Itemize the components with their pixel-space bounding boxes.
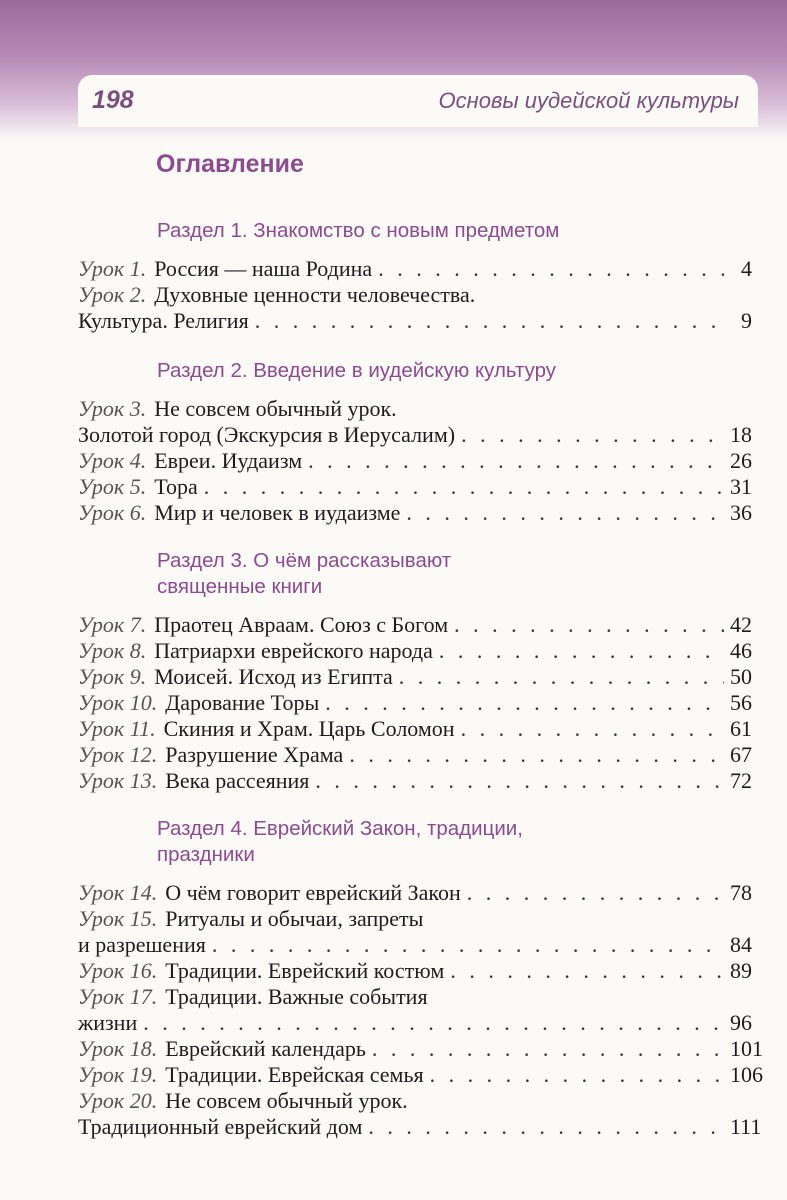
dot-leader: [143, 1010, 724, 1036]
lesson-label: Урок 8.: [78, 638, 147, 663]
page-ref: 31: [730, 474, 752, 499]
dot-leader: [212, 932, 724, 958]
lesson-title: Дарование Торы: [165, 690, 320, 715]
lesson-title: Традиции. Еврейская семья: [165, 1062, 424, 1087]
lesson-label: Урок 17.: [78, 984, 158, 1009]
section-heading-line: священные книги: [157, 575, 323, 598]
lesson-label: Урок 15.: [78, 906, 158, 931]
toc-entry-lesson-9: [78, 664, 752, 690]
toc-entry-lesson-12: [78, 742, 752, 768]
lesson-title: Не совсем обычный урок.: [165, 1088, 408, 1113]
toc-entry-lesson-8: [78, 638, 752, 664]
toc-entry-lesson-18: [78, 1036, 763, 1062]
page-ref: 67: [730, 742, 752, 767]
page-ref: 72: [730, 768, 752, 793]
toc-entry-lesson-3: [78, 396, 752, 422]
lesson-label: Урок 4.: [78, 448, 147, 473]
page-ref: 50: [730, 664, 752, 689]
lesson-label: Урок 18.: [78, 1036, 158, 1061]
dot-leader: [406, 500, 724, 526]
running-title: Основы иудейской культуры: [438, 88, 739, 113]
toc-entry-continuation: [78, 932, 752, 958]
section-heading-text: Раздел 2. Введение в иудейскую культуру: [157, 359, 557, 382]
dot-leader: [399, 664, 724, 690]
lesson-label: Урок 5.: [78, 474, 147, 499]
dot-leader: [349, 742, 724, 768]
dot-leader: [372, 1036, 724, 1062]
lesson-title: Традиционный еврейский дом: [78, 1114, 363, 1139]
page-ref: 106: [730, 1062, 763, 1087]
lesson-title: Моисей. Исход из Египта: [154, 664, 393, 689]
page-ref: 26: [730, 448, 752, 473]
toc-entry-lesson-2: [78, 282, 752, 308]
lesson-label: Урок 2.: [78, 282, 147, 307]
page-ref: 18: [730, 422, 752, 447]
toc-entry-lesson-17: [78, 984, 752, 1010]
page-ref: 4: [741, 256, 752, 281]
toc-entry-lesson-7: [78, 612, 752, 638]
page-ref: 84: [730, 932, 752, 957]
lesson-title: Века рассеяния: [165, 768, 310, 793]
lesson-title: Евреи. Иудаизм: [154, 448, 303, 473]
dot-leader: [454, 612, 724, 638]
lesson-label: Урок 20.: [78, 1088, 158, 1113]
section-heading-2: [157, 358, 556, 384]
lesson-title: жизни: [78, 1010, 138, 1035]
lesson-title: О чём говорит еврейский Закон: [165, 880, 461, 905]
toc-entry-lesson-1: [78, 256, 752, 282]
lesson-label: Урок 11.: [78, 716, 156, 741]
lesson-label: Урок 10.: [78, 690, 158, 715]
lesson-title: Мир и человек в иудаизме: [154, 500, 401, 525]
page-ref: 56: [730, 690, 752, 715]
dot-leader: [255, 308, 724, 334]
section-heading-4: [157, 816, 523, 868]
dot-leader: [315, 768, 724, 794]
toc-entry-lesson-5: [78, 474, 752, 500]
lesson-label: Урок 13.: [78, 768, 158, 793]
toc-entry-lesson-10: [78, 690, 752, 716]
page-number: 198: [92, 86, 134, 114]
lesson-label: Урок 6.: [78, 500, 147, 525]
dot-leader: [467, 880, 724, 906]
dot-leader: [450, 958, 724, 984]
section-heading-text: Раздел 1. Знакомство с новым предметом: [157, 219, 560, 242]
lesson-title: Патриархи еврейского народа: [154, 638, 433, 663]
lesson-title: Традиции. Важные события: [165, 984, 428, 1009]
toc-entry-lesson-19: [78, 1062, 763, 1088]
toc-entry-lesson-6: [78, 500, 752, 526]
toc-entry-lesson-20: [78, 1088, 752, 1114]
lesson-title: Россия — наша Родина: [154, 256, 373, 281]
section-heading-line: Раздел 4. Еврейский Закон, традиции,: [157, 817, 523, 840]
page-ref: 78: [730, 880, 752, 905]
page-ref: 61: [730, 716, 752, 741]
lesson-label: Урок 1.: [78, 256, 147, 281]
page-ref: 42: [730, 612, 752, 637]
toc-entry-lesson-15: [78, 906, 752, 932]
lesson-title: и разрешения: [78, 932, 206, 957]
lesson-title: Еврейский календарь: [165, 1036, 366, 1061]
section-heading-line: Раздел 3. О чём рассказывают: [157, 549, 452, 572]
section-heading-1: [157, 218, 559, 244]
toc-entry-continuation: [78, 1010, 752, 1036]
lesson-title: Ритуалы и обычаи, запреты: [165, 906, 424, 931]
page-ref: 96: [730, 1010, 752, 1035]
lesson-title: Культура. Религия: [78, 308, 249, 333]
toc-entry-continuation: [78, 1114, 762, 1140]
toc-entry-continuation: [78, 422, 752, 448]
page-ref: 89: [730, 958, 752, 983]
dot-leader: [204, 474, 724, 500]
lesson-title: Золотой город (Экскурсия в Иерусалим): [78, 422, 456, 447]
dot-leader: [325, 690, 724, 716]
lesson-label: Урок 3.: [78, 396, 147, 421]
lesson-label: Урок 14.: [78, 880, 158, 905]
dot-leader: [368, 1114, 724, 1140]
dot-leader: [308, 448, 724, 474]
lesson-title: Тора: [154, 474, 198, 499]
page-ref: 9: [741, 308, 752, 333]
section-heading-line: праздники: [157, 843, 255, 866]
section-heading-3: [157, 548, 451, 600]
lesson-label: Урок 19.: [78, 1062, 158, 1087]
toc-entry-lesson-4: [78, 448, 752, 474]
toc-entry-continuation: [78, 308, 752, 334]
dot-leader: [430, 1062, 724, 1088]
toc-entry-lesson-13: [78, 768, 752, 794]
lesson-label: Урок 12.: [78, 742, 158, 767]
dot-leader: [461, 422, 724, 448]
lesson-label: Урок 16.: [78, 958, 158, 983]
toc-entry-lesson-16: [78, 958, 752, 984]
lesson-title: Не совсем обычный урок.: [154, 396, 397, 421]
toc-entry-lesson-11: [78, 716, 752, 742]
lesson-title: Праотец Авраам. Союз с Богом: [154, 612, 449, 637]
lesson-title: Традиции. Еврейский костюм: [165, 958, 445, 983]
dot-leader: [461, 716, 724, 742]
page-ref: 111: [730, 1114, 762, 1139]
toc-title: Оглавление: [156, 150, 304, 178]
lesson-title: Разрушение Храма: [165, 742, 344, 767]
toc-entry-lesson-14: [78, 880, 752, 906]
lesson-label: Урок 7.: [78, 612, 147, 637]
dot-leader: [439, 638, 724, 664]
dot-leader: [378, 256, 724, 282]
page-ref: 46: [730, 638, 752, 663]
lesson-label: Урок 9.: [78, 664, 147, 689]
page-ref: 101: [730, 1036, 763, 1061]
lesson-title: Духовные ценности человечества.: [154, 282, 476, 307]
lesson-title: Скиния и Храм. Царь Соломон: [163, 716, 455, 741]
page-ref: 36: [730, 500, 752, 525]
